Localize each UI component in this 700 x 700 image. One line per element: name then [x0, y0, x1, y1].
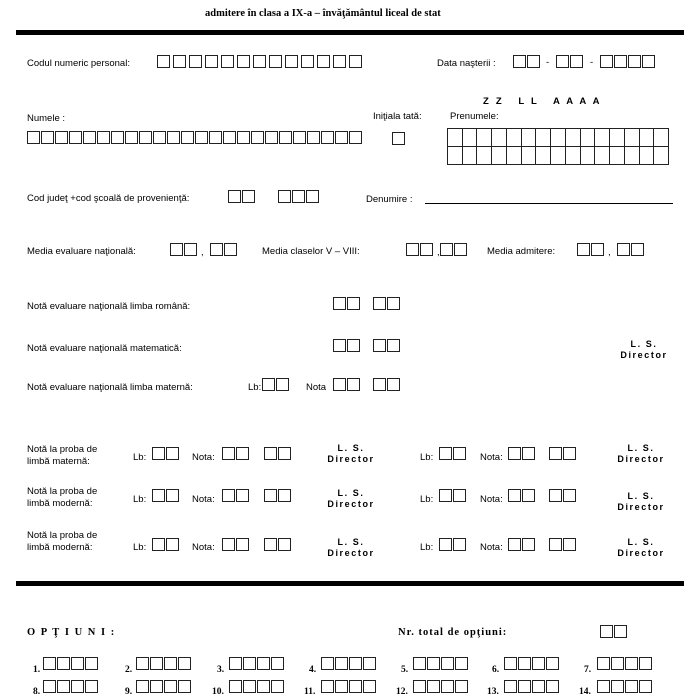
- math-grade-label: Notă evaluare naţională matematică:: [27, 343, 182, 354]
- cnp-field[interactable]: [157, 55, 365, 68]
- test-grade-dec-field[interactable]: [264, 447, 292, 460]
- seal-ls-text: L. S.: [627, 443, 655, 453]
- seal-director-text: Director: [617, 502, 665, 512]
- director-seal: [606, 443, 676, 465]
- option-field-11[interactable]: [321, 680, 377, 693]
- language-label: Lb:: [133, 542, 147, 553]
- admission-average-int-field[interactable]: [577, 243, 605, 256]
- test-grade-dec-field[interactable]: [264, 538, 292, 551]
- bottom-divider: [16, 581, 684, 586]
- seal-director-text: Director: [620, 350, 668, 360]
- father-initial-field[interactable]: [392, 132, 408, 145]
- admission-average-dec-field[interactable]: [617, 243, 645, 256]
- cnp-label: Codul numeric personal:: [27, 58, 130, 69]
- test-label-line2: limbă modernă:: [27, 542, 93, 553]
- mother-tongue-grade-dec-field[interactable]: [373, 378, 401, 391]
- option-number: 2.: [125, 665, 133, 675]
- test-grade-int-field[interactable]: [222, 538, 250, 551]
- option-field-2[interactable]: [136, 657, 192, 670]
- test-grade-dec-field-2[interactable]: [549, 489, 577, 502]
- classes-average-int-field[interactable]: [406, 243, 434, 256]
- first-name-field[interactable]: [447, 128, 669, 165]
- director-seal: [316, 443, 386, 465]
- decimal-comma: ,: [608, 247, 611, 258]
- test-language-field-2[interactable]: [439, 538, 467, 551]
- grade-label: Nota:: [192, 494, 215, 505]
- option-field-5[interactable]: [413, 657, 469, 670]
- seal-ls-text: L. S.: [627, 537, 655, 547]
- grade-label: Nota:: [480, 542, 503, 553]
- director-seal: [316, 537, 386, 559]
- option-field-9[interactable]: [136, 680, 192, 693]
- classes-average-dec-field[interactable]: [440, 243, 468, 256]
- decimal-comma: ,: [201, 247, 204, 258]
- language-label: Lb:: [133, 452, 147, 463]
- options-total-field[interactable]: [600, 625, 628, 638]
- options-total-label: Nr. total de opţiuni:: [398, 627, 508, 638]
- option-number: 1.: [33, 665, 41, 675]
- option-number: 5.: [401, 665, 409, 675]
- option-field-8[interactable]: [43, 680, 99, 693]
- national-average-dec-field[interactable]: [210, 243, 238, 256]
- option-field-6[interactable]: [504, 657, 560, 670]
- seal-ls-text: L. S.: [337, 443, 365, 453]
- seal-ls-text: L. S.: [337, 488, 365, 498]
- school-name-label: Denumire :: [366, 194, 413, 205]
- test-language-field[interactable]: [152, 538, 180, 551]
- language-label: Lb:: [420, 542, 434, 553]
- school-name-field[interactable]: [425, 203, 673, 204]
- test-label-line2: limbă maternă:: [27, 456, 90, 467]
- option-field-13[interactable]: [504, 680, 560, 693]
- seal-director-text: Director: [327, 499, 375, 509]
- math-grade-int-field[interactable]: [333, 339, 361, 352]
- romanian-grade-dec-field[interactable]: [373, 297, 401, 310]
- grade-label: Nota:: [480, 452, 503, 463]
- first-name-label: Prenumele:: [450, 111, 499, 122]
- national-average-int-field[interactable]: [170, 243, 198, 256]
- birth-day-field[interactable]: [513, 55, 541, 68]
- date-format-hint: Z Z L L A A A A: [483, 96, 602, 107]
- math-grade-dec-field[interactable]: [373, 339, 401, 352]
- option-number: 7.: [584, 665, 592, 675]
- test-label-line1: Notă la proba de: [27, 486, 98, 497]
- option-number: 9.: [125, 687, 133, 697]
- director-seal: [606, 537, 676, 559]
- romanian-grade-label: Notă evaluare naţională limba română:: [27, 301, 191, 312]
- mother-tongue-language-field[interactable]: [262, 378, 290, 391]
- grade-label: Nota: [306, 382, 327, 393]
- test-language-field-2[interactable]: [439, 489, 467, 502]
- test-label-line1: Notă la proba de: [27, 530, 98, 541]
- seal-director-text: Director: [327, 454, 375, 464]
- option-number: 8.: [33, 687, 41, 697]
- top-divider: [16, 30, 684, 35]
- option-number: 6.: [492, 665, 500, 675]
- test-label-line2: limbă modernă:: [27, 498, 93, 509]
- option-number: 14.: [579, 687, 591, 697]
- romanian-grade-int-field[interactable]: [333, 297, 361, 310]
- national-average-label: Media evaluare naţională:: [27, 246, 136, 257]
- option-field-4[interactable]: [321, 657, 377, 670]
- mother-tongue-grade-int-field[interactable]: [333, 378, 361, 391]
- classes-average-label: Media claselor V – VIII:: [262, 246, 360, 257]
- language-label: Lb:: [420, 494, 434, 505]
- option-number: 13.: [487, 687, 499, 697]
- option-field-14[interactable]: [597, 680, 653, 693]
- seal-director-text: Director: [617, 454, 665, 464]
- date-dash: -: [590, 57, 594, 68]
- test-label-line1: Notă la proba de: [27, 444, 98, 455]
- director-seal: [612, 339, 676, 361]
- surname-field[interactable]: [27, 131, 363, 144]
- option-number: 4.: [309, 665, 317, 675]
- option-field-1[interactable]: [43, 657, 99, 670]
- test-grade-dec-field-2[interactable]: [549, 447, 577, 460]
- language-label: Lb:: [420, 452, 434, 463]
- test-grade-int-field[interactable]: [222, 447, 250, 460]
- form-subtitle: admitere în clasa a IX-a – învăţământul liceal de stat: [205, 8, 441, 19]
- language-label: Lb:: [248, 382, 262, 393]
- director-seal: [316, 488, 386, 510]
- grade-label: Nota:: [192, 452, 215, 463]
- surname-label: Numele :: [27, 113, 66, 124]
- option-number: 12.: [396, 687, 408, 697]
- birth-date-label: Data naşterii :: [437, 58, 496, 69]
- admission-average-label: Media admitere:: [487, 246, 556, 257]
- language-label: Lb:: [133, 494, 147, 505]
- grade-label: Nota:: [480, 494, 503, 505]
- test-language-field[interactable]: [152, 447, 180, 460]
- father-initial-label: Iniţiala tată:: [373, 111, 422, 122]
- birth-month-field[interactable]: [556, 55, 584, 68]
- option-number: 11.: [304, 687, 316, 697]
- county-code-field[interactable]: [228, 190, 256, 203]
- test-grade-int-field-2[interactable]: [508, 447, 536, 460]
- school-code-field[interactable]: [278, 190, 320, 203]
- test-grade-int-field-2[interactable]: [508, 489, 536, 502]
- date-dash: -: [546, 57, 550, 68]
- option-number: 10.: [212, 687, 224, 697]
- school-code-label: Cod judeţ +cod şcoală de provenienţă:: [27, 193, 190, 204]
- seal-ls-text: L. S.: [337, 537, 365, 547]
- director-seal: [606, 491, 676, 513]
- test-grade-int-field-2[interactable]: [508, 538, 536, 551]
- option-field-12[interactable]: [413, 680, 469, 693]
- option-field-3[interactable]: [229, 657, 285, 670]
- option-field-7[interactable]: [597, 657, 653, 670]
- seal-ls-text: L. S.: [627, 491, 655, 501]
- options-title: O P Ţ I U N I :: [27, 627, 116, 638]
- test-grade-dec-field-2[interactable]: [549, 538, 577, 551]
- test-language-field-2[interactable]: [439, 447, 467, 460]
- grade-label: Nota:: [192, 542, 215, 553]
- seal-ls-text: L. S.: [630, 339, 658, 349]
- test-language-field[interactable]: [152, 489, 180, 502]
- option-field-10[interactable]: [229, 680, 285, 693]
- test-grade-dec-field[interactable]: [264, 489, 292, 502]
- decimal-comma: ,: [437, 247, 440, 258]
- mother-tongue-grade-label: Notă evaluare naţională limba maternă:: [27, 382, 193, 393]
- option-number: 3.: [217, 665, 225, 675]
- seal-director-text: Director: [617, 548, 665, 558]
- seal-director-text: Director: [327, 548, 375, 558]
- test-grade-int-field[interactable]: [222, 489, 250, 502]
- birth-year-field[interactable]: [600, 55, 656, 68]
